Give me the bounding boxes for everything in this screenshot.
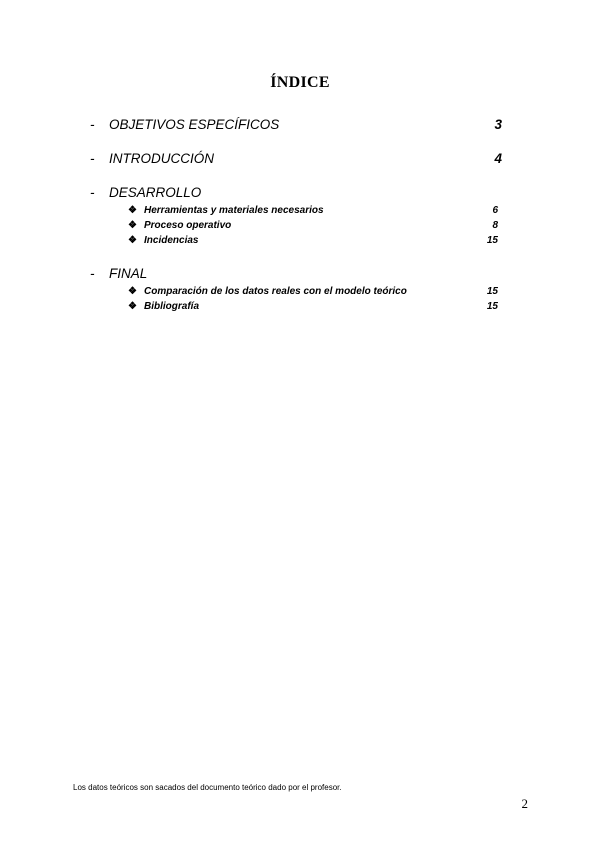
toc-subentry-page: 15 [486, 301, 498, 312]
toc-entry[interactable] [90, 151, 502, 169]
toc-section-introduccion [90, 151, 502, 169]
toc-section-desarrollo [90, 185, 502, 250]
toc-subentry[interactable] [90, 205, 502, 220]
toc-entry-page: 4 [494, 151, 502, 166]
diamond-bullet-icon: ❖ [128, 301, 137, 312]
toc-subentry-page: 6 [492, 205, 498, 216]
toc-subentry-label: Proceso operativo [144, 220, 232, 231]
toc-section-objetivos [90, 117, 502, 135]
toc-sublist [90, 205, 502, 250]
footnote: Los datos teóricos son sacados del documento teórico dado por el profesor. [73, 783, 342, 792]
diamond-bullet-icon: ❖ [128, 220, 137, 231]
toc-entry-label: INTRODUCCIÓN [109, 151, 214, 166]
toc-subentry-page: 15 [486, 286, 498, 297]
page-number: 2 [521, 796, 528, 811]
toc-subentry-label: Comparación de los datos reales con el modelo teórico [144, 286, 407, 297]
toc-section-final [90, 266, 502, 316]
toc-entry-label: DESARROLLO [109, 185, 202, 200]
toc-sublist [90, 286, 502, 316]
diamond-bullet-icon: ❖ [128, 286, 137, 297]
toc-subentry-label: Herramientas y materiales necesarios [144, 205, 324, 216]
toc-dash: - [90, 266, 95, 281]
toc-dash: - [90, 151, 95, 166]
toc-subentry[interactable] [90, 235, 502, 250]
toc-entry[interactable] [90, 266, 502, 284]
toc-subentry[interactable] [90, 301, 502, 316]
toc-subentry-page: 8 [492, 220, 498, 231]
diamond-bullet-icon: ❖ [128, 205, 137, 216]
toc-entry[interactable] [90, 117, 502, 135]
toc-entry-label: OBJETIVOS ESPECÍFICOS [109, 117, 280, 132]
toc-dash: - [90, 185, 95, 200]
toc-dash: - [90, 117, 95, 132]
toc-subentry-label: Bibliografía [144, 301, 200, 312]
toc-entry[interactable] [90, 185, 502, 203]
toc-subentry[interactable] [90, 220, 502, 235]
page-title: ÍNDICE [270, 74, 330, 91]
toc-entry-page: 3 [494, 117, 502, 132]
diamond-bullet-icon: ❖ [128, 235, 137, 246]
toc-subentry-page: 15 [486, 235, 498, 246]
toc-subentry[interactable] [90, 286, 502, 301]
toc-entry-label: FINAL [109, 266, 148, 281]
toc-subentry-label: Incidencias [144, 235, 199, 246]
